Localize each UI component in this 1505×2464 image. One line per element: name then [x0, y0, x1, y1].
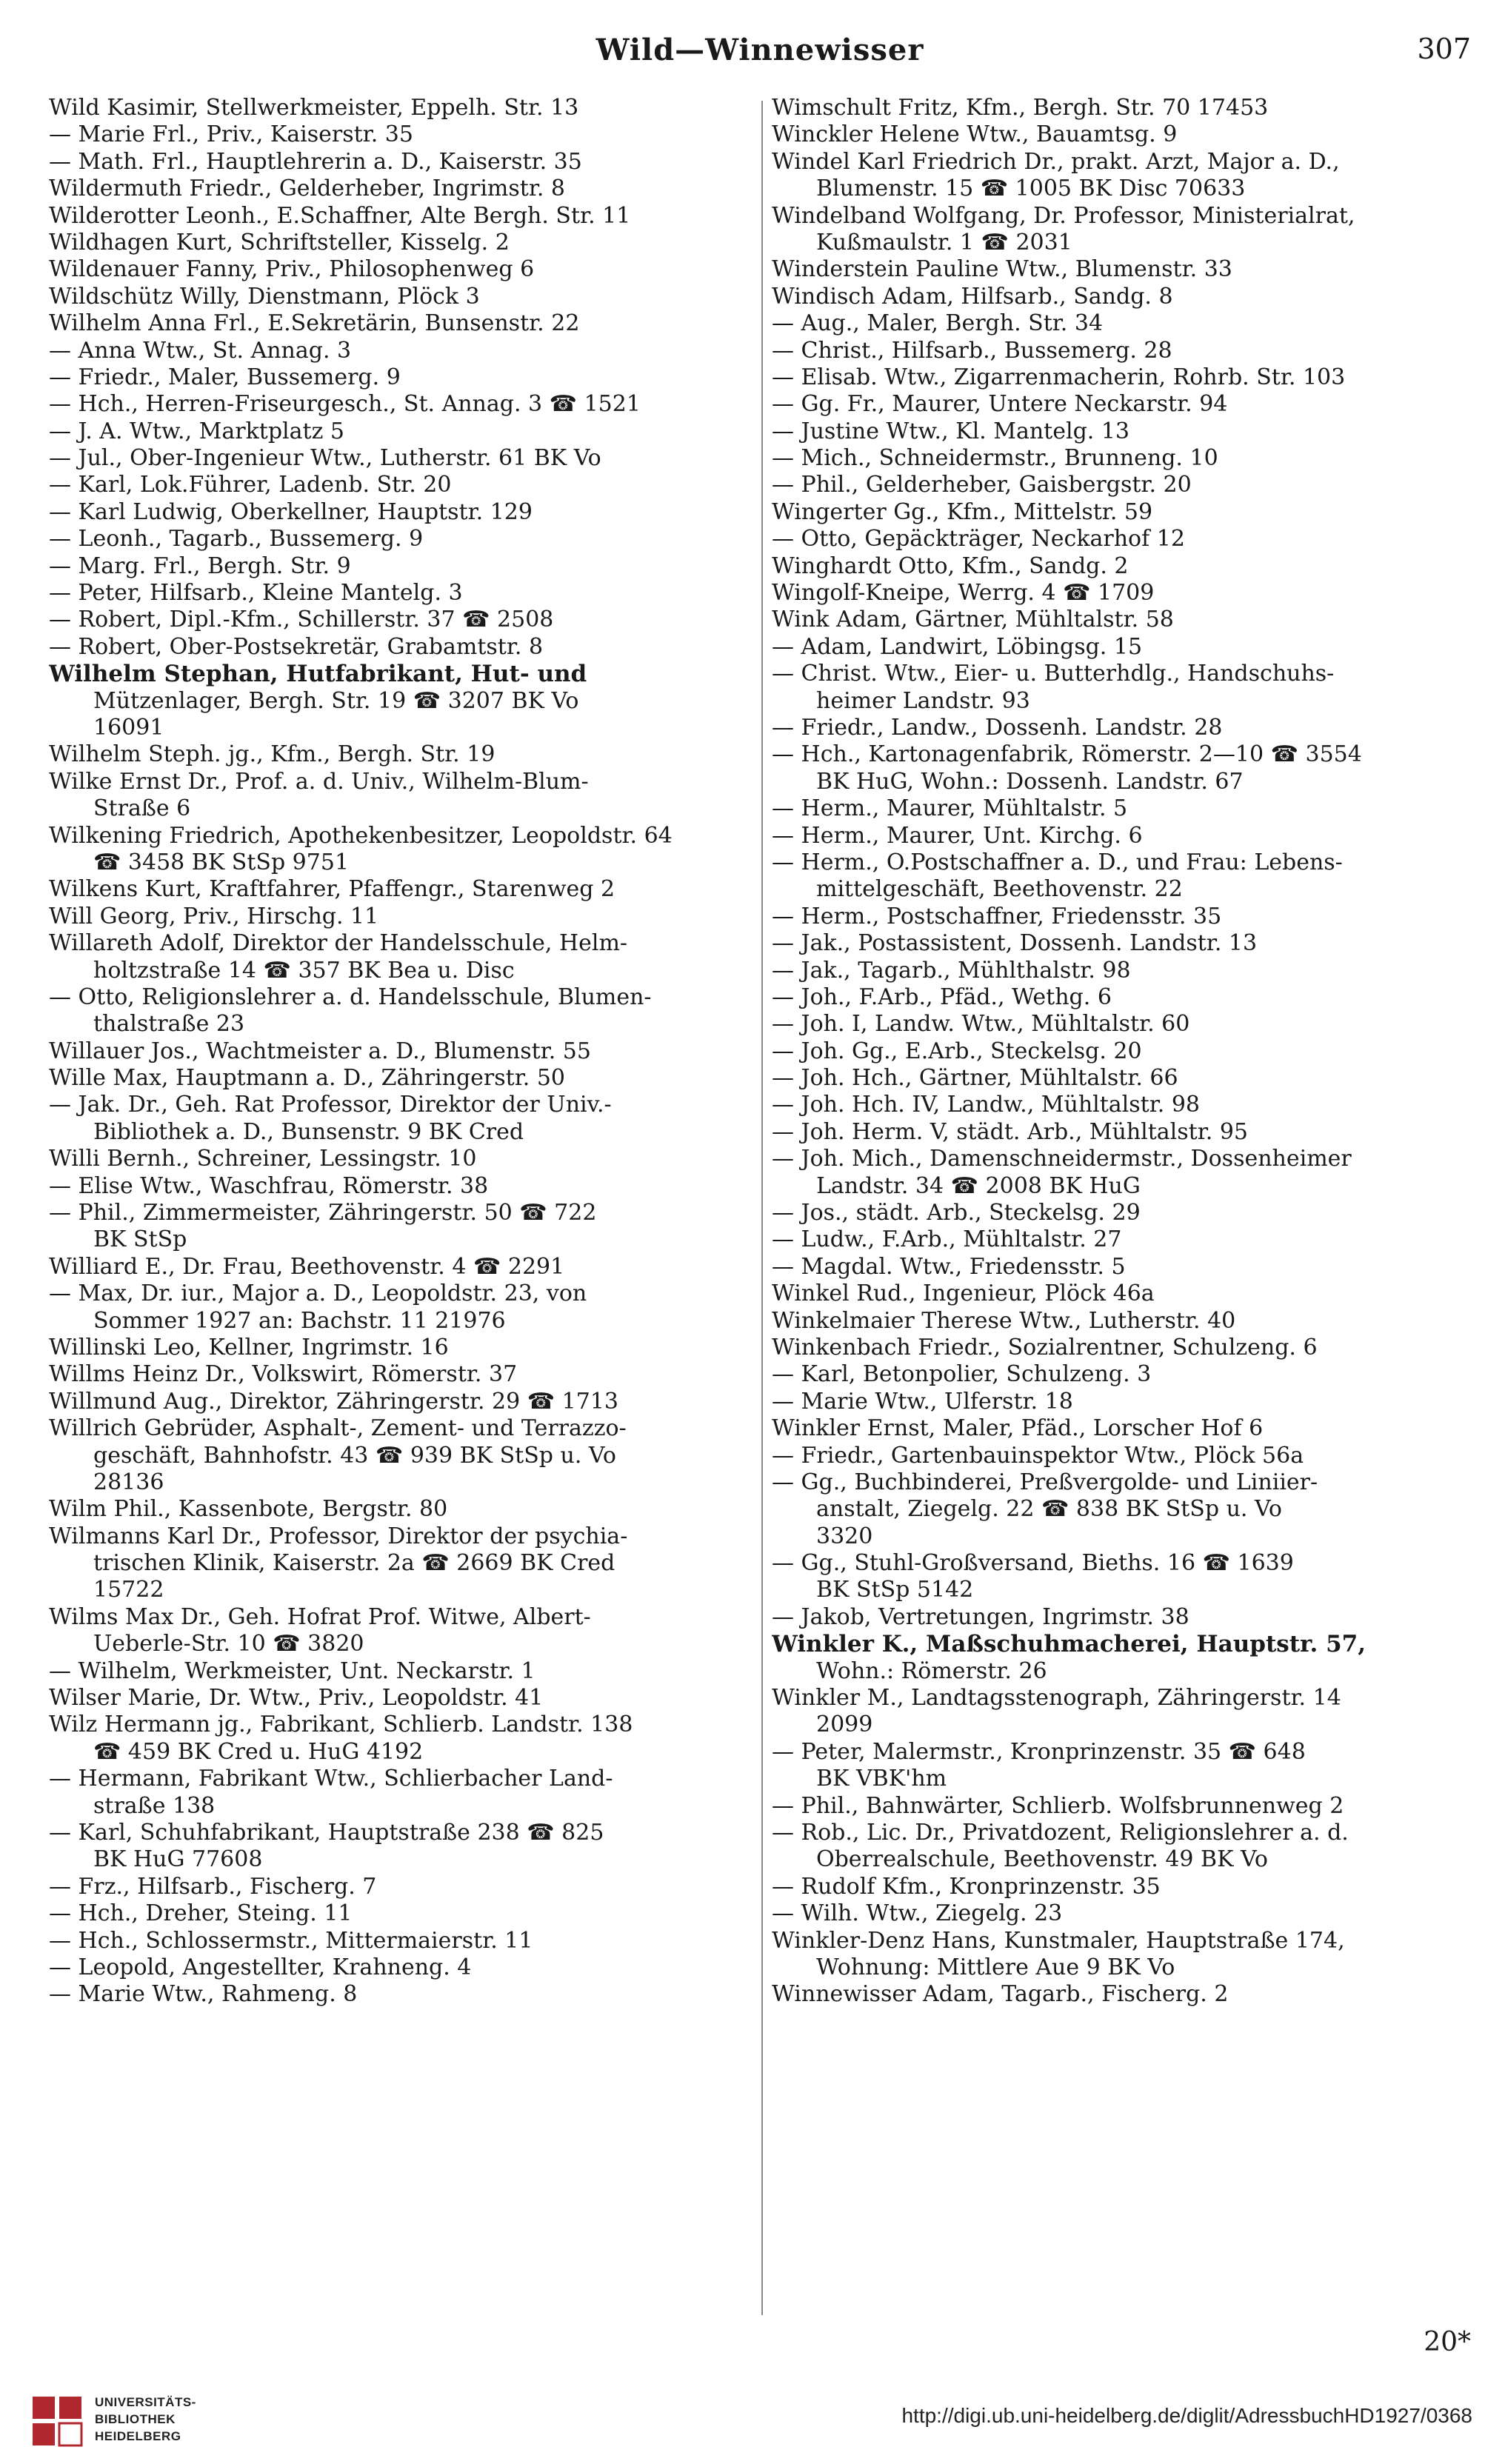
directory-entry: heimer Landstr. 93 — [816, 687, 1030, 714]
directory-entry: — Gg., Stuhl-Großversand, Bieths. 16 ☎ 1639 — [772, 1550, 1294, 1577]
directory-entry: — Leonh., Tagarb., Bussemerg. 9 — [49, 526, 424, 552]
directory-entry: Ueberle-Str. 10 ☎ 3820 — [93, 1631, 364, 1657]
column-divider — [761, 101, 763, 2315]
directory-entry: — Wilh. Wtw., Ziegelg. 23 — [772, 1900, 1063, 1927]
directory-entry: — Anna Wtw., St. Annag. 3 — [49, 337, 352, 364]
directory-entry: — Marie Wtw., Rahmeng. 8 — [49, 1981, 358, 2008]
directory-entry: — Peter, Malermstr., Kronprinzenstr. 35 ☎ 648 — [772, 1738, 1306, 1765]
directory-entry: — Robert, Dipl.-Kfm., Schillerstr. 37 ☎ 2508 — [49, 607, 554, 633]
left-column — [49, 95, 751, 2009]
running-head: Wild—Winnewisser — [595, 33, 924, 67]
library-logo[interactable] — [30, 2389, 267, 2456]
directory-entry: Winkler K., Maßschuhmacherei, Hauptstr. 57, — [772, 1631, 1366, 1658]
directory-entry: Wingolf-Kneipe, Werrg. 4 ☎ 1709 — [772, 580, 1155, 607]
directory-entry: Winkler-Denz Hans, Kunstmaler, Hauptstraße 174, — [772, 1927, 1345, 1954]
directory-entry: — Magdal. Wtw., Friedensstr. 5 — [772, 1253, 1126, 1280]
directory-entry: Willauer Jos., Wachtmeister a. D., Blumenstr. 55 — [49, 1038, 591, 1064]
directory-entry: — Jak. Dr., Geh. Rat Professor, Direktor der Univ.- — [49, 1092, 612, 1118]
directory-entry: Mützenlager, Bergh. Str. 19 ☎ 3207 BK Vo — [93, 687, 579, 714]
directory-entry: — Friedr., Maler, Bussemerg. 9 — [49, 364, 401, 390]
directory-entry: Wilz Hermann jg., Fabrikant, Schlierb. Landstr. 138 — [49, 1712, 633, 1738]
directory-entry: — Herm., Maurer, Mühltalstr. 5 — [772, 795, 1128, 822]
directory-entry: Windelband Wolfgang, Dr. Professor, Ministerialrat, — [772, 202, 1355, 229]
directory-entry: Wilkens Kurt, Kraftfahrer, Pfaffengr., Starenweg 2 — [49, 876, 615, 903]
directory-entry: Windisch Adam, Hilfsarb., Sandg. 8 — [772, 283, 1173, 310]
directory-columns — [49, 95, 1471, 2318]
directory-entry: Kußmaulstr. 1 ☎ 2031 — [816, 229, 1072, 256]
directory-entry: Wilm Phil., Kassenbote, Bergstr. 80 — [49, 1496, 448, 1523]
source-url[interactable]: http://digi.ub.uni-heidelberg.de/diglit/AdressbuchHD1927/0368 — [901, 2404, 1472, 2427]
directory-entry: Williard E., Dr. Frau, Beethovenstr. 4 ☎ 2291 — [49, 1253, 565, 1280]
directory-entry: — Karl, Schuhfabrikant, Hauptstraße 238 ☎ 825 — [49, 1820, 604, 1846]
directory-entry: — Mich., Schneidermstr., Brunneng. 10 — [772, 445, 1218, 472]
directory-entry: ☎ 459 BK Cred u. HuG 4192 — [93, 1738, 424, 1765]
right-column — [772, 95, 1474, 2009]
directory-entry: 2099 — [816, 1712, 873, 1738]
directory-entry: — Joh. Herm. V, städt. Arb., Mühltalstr. 95 — [772, 1118, 1249, 1145]
directory-entry: Wilhelm Stephan, Hutfabrikant, Hut- und — [49, 661, 587, 688]
directory-entry: BK StSp 5142 — [816, 1577, 974, 1603]
directory-entry: trischen Klinik, Kaiserstr. 2a ☎ 2669 BK Cred — [93, 1550, 615, 1577]
directory-entry: — Ludw., F.Arb., Mühltalstr. 27 — [772, 1226, 1122, 1253]
directory-entry: — Jul., Ober-Ingenieur Wtw., Lutherstr. 61 BK Vo — [49, 445, 601, 472]
directory-entry: Wink Adam, Gärtner, Mühltalstr. 58 — [772, 607, 1174, 633]
directory-entry: — Rob., Lic. Dr., Privatdozent, Religionslehrer a. d. — [772, 1820, 1349, 1846]
directory-entry: Winkler Ernst, Maler, Pfäd., Lorscher Hof 6 — [772, 1415, 1264, 1442]
directory-entry: Blumenstr. 15 ☎ 1005 BK Disc 70633 — [816, 176, 1246, 202]
directory-entry: 3320 — [816, 1523, 873, 1549]
directory-entry: — Wilhelm, Werkmeister, Unt. Neckarstr. 1 — [49, 1657, 535, 1684]
directory-entry: 16091 — [93, 714, 164, 741]
directory-entry: Winkel Rud., Ingenieur, Plöck 46a — [772, 1281, 1155, 1307]
directory-entry: — Frz., Hilfsarb., Fischerg. 7 — [49, 1873, 377, 1900]
directory-entry: — Phil., Zimmermeister, Zähringerstr. 50 ☎ 722 — [49, 1200, 597, 1226]
directory-entry: Winkelmaier Therese Wtw., Lutherstr. 40 — [772, 1307, 1236, 1334]
directory-entry: Wilhelm Anna Frl., E.Sekretärin, Bunsenstr. 22 — [49, 310, 580, 337]
directory-entry: Winnewisser Adam, Tagarb., Fischerg. 2 — [772, 1981, 1229, 2008]
directory-entry: — Aug., Maler, Bergh. Str. 34 — [772, 310, 1104, 337]
directory-entry: — Hch., Kartonagenfabrik, Römerstr. 2—10 ☎ 3554 — [772, 741, 1362, 768]
directory-entry: Landstr. 34 ☎ 2008 BK HuG — [816, 1172, 1141, 1199]
directory-entry: Winkenbach Friedr., Sozialrentner, Schulzeng. 6 — [772, 1334, 1318, 1360]
directory-entry: — Leopold, Angestellter, Krahneng. 4 — [49, 1954, 472, 1980]
directory-entry: — Joh., F.Arb., Pfäd., Wethg. 6 — [772, 984, 1112, 1010]
directory-entry: — Marg. Frl., Bergh. Str. 9 — [49, 552, 351, 579]
directory-entry: holtzstraße 14 ☎ 357 BK Bea u. Disc — [93, 957, 515, 984]
logo-line: HEIDELBERG — [95, 2429, 181, 2443]
directory-entry: — Phil., Gelderheber, Gaisbergstr. 20 — [772, 472, 1192, 498]
directory-entry: — Elisab. Wtw., Zigarrenmacherin, Rohrb. Str. 103 — [772, 364, 1346, 390]
directory-entry: — Hch., Schlossermstr., Mittermaierstr. 11 — [49, 1927, 533, 1954]
directory-entry: — Herm., Maurer, Unt. Kirchg. 6 — [772, 822, 1143, 849]
directory-entry: Will Georg, Priv., Hirschg. 11 — [49, 903, 379, 929]
directory-entry: Wilhelm Steph. jg., Kfm., Bergh. Str. 19 — [49, 741, 495, 768]
directory-entry: Bibliothek a. D., Bunsenstr. 9 BK Cred — [93, 1118, 524, 1145]
directory-entry: Wild Kasimir, Stellwerkmeister, Eppelh. Str. 13 — [49, 95, 579, 121]
directory-entry: Willi Bernh., Schreiner, Lessingstr. 10 — [49, 1146, 477, 1172]
directory-entry: straße 138 — [93, 1792, 216, 1819]
directory-entry: Winckler Helene Wtw., Bauamtsg. 9 — [772, 121, 1178, 148]
directory-entry: BK StSp — [93, 1226, 187, 1253]
directory-entry: — Herm., Postschaffner, Friedensstr. 35 — [772, 903, 1222, 929]
directory-entry: Wohnung: Mittlere Aue 9 BK Vo — [816, 1954, 1175, 1980]
logo-text — [95, 2394, 196, 2445]
directory-entry: — Justine Wtw., Kl. Mantelg. 13 — [772, 418, 1130, 444]
directory-entry: — Jos., städt. Arb., Steckelsg. 29 — [772, 1200, 1141, 1226]
directory-entry: Willinski Leo, Kellner, Ingrimstr. 16 — [49, 1334, 449, 1360]
directory-entry: — Joh. Gg., E.Arb., Steckelsg. 20 — [772, 1038, 1142, 1064]
directory-entry: — Friedr., Landw., Dossenh. Landstr. 28 — [772, 714, 1223, 741]
directory-entry: — Otto, Gepäckträger, Neckarhof 12 — [772, 526, 1185, 552]
directory-entry: Winghardt Otto, Kfm., Sandg. 2 — [772, 552, 1129, 579]
directory-entry: Wille Max, Hauptmann a. D., Zähringerstr. 50 — [49, 1065, 566, 1092]
directory-entry: Wilmanns Karl Dr., Professor, Direktor der psychia- — [49, 1523, 628, 1549]
logo-line: BIBLIOTHEK — [95, 2412, 176, 2426]
directory-entry: — Karl, Lok.Führer, Ladenb. Str. 20 — [49, 472, 452, 498]
directory-entry: Sommer 1927 an: Bachstr. 11 21976 — [93, 1307, 506, 1334]
directory-entry: Wildermuth Friedr., Gelderheber, Ingrimstr. 8 — [49, 176, 566, 202]
footer — [0, 2370, 1505, 2464]
directory-entry: 15722 — [93, 1577, 164, 1603]
directory-entry: Wilderotter Leonh., E.Schaffner, Alte Bergh. Str. 11 — [49, 202, 631, 229]
directory-entry: Winkler M., Landtagsstenograph, Zähringerstr. 14 — [772, 1685, 1341, 1712]
directory-entry: — Karl Ludwig, Oberkellner, Hauptstr. 129 — [49, 498, 533, 525]
directory-entry: — Joh. I, Landw. Wtw., Mühltalstr. 60 — [772, 1011, 1190, 1038]
directory-entry: Wildenauer Fanny, Priv., Philosophenweg 6 — [49, 256, 535, 283]
directory-entry: BK HuG 77608 — [93, 1846, 263, 1873]
directory-entry: — Gg., Buchbinderei, Preßvergolde- und Liniier- — [772, 1469, 1318, 1495]
directory-entry: — Jak., Tagarb., Mühlthalstr. 98 — [772, 957, 1131, 984]
directory-entry: — Hch., Dreher, Steing. 11 — [49, 1900, 353, 1927]
directory-entry: — Marie Frl., Priv., Kaiserstr. 35 — [49, 121, 413, 148]
directory-entry: Windel Karl Friedrich Dr., prakt. Arzt, Major a. D., — [772, 148, 1340, 175]
directory-entry: — Hermann, Fabrikant Wtw., Schlierbacher Land- — [49, 1766, 613, 1792]
directory-entry: — Jakob, Vertretungen, Ingrimstr. 38 — [772, 1603, 1189, 1630]
directory-entry: Willmund Aug., Direktor, Zähringerstr. 29 ☎ 1713 — [49, 1388, 619, 1415]
directory-entry: Wingerter Gg., Kfm., Mittelstr. 59 — [772, 498, 1153, 525]
directory-entry: geschäft, Bahnhofstr. 43 ☎ 939 BK StSp u. Vo — [93, 1442, 616, 1469]
directory-entry: Oberrealschule, Beethovenstr. 49 BK Vo — [816, 1846, 1268, 1873]
directory-entry: mittelgeschäft, Beethovenstr. 22 — [816, 876, 1183, 903]
directory-entry: Willms Heinz Dr., Volkswirt, Römerstr. 37 — [49, 1361, 518, 1388]
page-header — [49, 33, 1471, 81]
directory-entry: 28136 — [93, 1469, 164, 1495]
page-number: 307 — [1417, 33, 1471, 65]
printer-signature: 20* — [1424, 2327, 1471, 2357]
directory-entry: Wildschütz Willy, Dienstmann, Plöck 3 — [49, 283, 480, 310]
directory-entry: Willrich Gebrüder, Asphalt-, Zement- und Terrazzo- — [49, 1415, 627, 1442]
directory-entry: Wilms Max Dr., Geh. Hofrat Prof. Witwe, Albert- — [49, 1603, 591, 1630]
directory-entry: Wimschult Fritz, Kfm., Bergh. Str. 70 17453 — [772, 95, 1269, 121]
directory-entry: — Adam, Landwirt, Löbingsg. 15 — [772, 633, 1143, 660]
directory-entry: — Robert, Ober-Postsekretär, Grabamtstr. 8 — [49, 633, 544, 660]
university-library-icon — [30, 2392, 86, 2451]
directory-entry: Winderstein Pauline Wtw., Blumenstr. 33 — [772, 256, 1232, 283]
directory-entry: — Herm., O.Postschaffner a. D., und Frau: Lebens- — [772, 849, 1343, 875]
directory-entry: — J. A. Wtw., Marktplatz 5 — [49, 418, 345, 444]
directory-entry: thalstraße 23 — [93, 1011, 245, 1038]
directory-entry: — Karl, Betonpolier, Schulzeng. 3 — [772, 1361, 1152, 1388]
directory-entry: Wohn.: Römerstr. 26 — [816, 1657, 1047, 1684]
directory-entry: Willareth Adolf, Direktor der Handelsschule, Helm- — [49, 930, 628, 957]
directory-entry: — Hch., Herren-Friseurgesch., St. Annag. 3 ☎ 1521 — [49, 391, 641, 418]
directory-entry: — Rudolf Kfm., Kronprinzenstr. 35 — [772, 1873, 1161, 1900]
directory-entry: — Peter, Hilfsarb., Kleine Mantelg. 3 — [49, 580, 463, 607]
directory-entry: — Marie Wtw., Ulferstr. 18 — [772, 1388, 1073, 1415]
directory-entry: BK HuG, Wohn.: Dossenh. Landstr. 67 — [816, 768, 1244, 795]
directory-entry: Wilke Ernst Dr., Prof. a. d. Univ., Wilhelm-Blum- — [49, 768, 589, 795]
directory-entry: BK VBK'hm — [816, 1766, 947, 1792]
directory-entry: Wilkening Friedrich, Apothekenbesitzer, Leopoldstr. 64 — [49, 822, 673, 849]
directory-entry: — Math. Frl., Hauptlehrerin a. D., Kaiserstr. 35 — [49, 148, 582, 175]
directory-entry: — Phil., Bahnwärter, Schlierb. Wolfsbrunnenweg 2 — [772, 1792, 1344, 1819]
directory-entry: — Max, Dr. iur., Major a. D., Leopoldstr. 23, von — [49, 1281, 587, 1307]
directory-entry: — Gg. Fr., Maurer, Untere Neckarstr. 94 — [772, 391, 1228, 418]
directory-entry: — Elise Wtw., Waschfrau, Römerstr. 38 — [49, 1172, 489, 1199]
directory-entry: — Jak., Postassistent, Dossenh. Landstr. 13 — [772, 930, 1258, 957]
directory-entry: Wilser Marie, Dr. Wtw., Priv., Leopoldstr. 41 — [49, 1685, 544, 1712]
directory-entry: — Friedr., Gartenbauinspektor Wtw., Plöck 56a — [772, 1442, 1304, 1469]
directory-entry: — Otto, Religionslehrer a. d. Handelsschule, Blumen- — [49, 984, 652, 1010]
directory-entry: — Joh. Hch. IV, Landw., Mühltalstr. 98 — [772, 1092, 1201, 1118]
directory-entry: Straße 6 — [93, 795, 191, 822]
directory-entry: ☎ 3458 BK StSp 9751 — [93, 849, 350, 875]
directory-entry: — Christ., Hilfsarb., Bussemerg. 28 — [772, 337, 1172, 364]
directory-entry: anstalt, Ziegelg. 22 ☎ 838 BK StSp u. Vo — [816, 1496, 1282, 1523]
directory-entry: Wildhagen Kurt, Schriftsteller, Kisselg. 2 — [49, 229, 510, 256]
directory-entry: — Joh. Mich., Damenschneidermstr., Dossenheimer — [772, 1146, 1352, 1172]
logo-line: UNIVERSITÄTS- — [95, 2395, 196, 2409]
directory-entry: — Christ. Wtw., Eier- u. Butterhdlg., Handschuhs- — [772, 661, 1335, 687]
directory-entry: — Joh. Hch., Gärtner, Mühltalstr. 66 — [772, 1065, 1178, 1092]
